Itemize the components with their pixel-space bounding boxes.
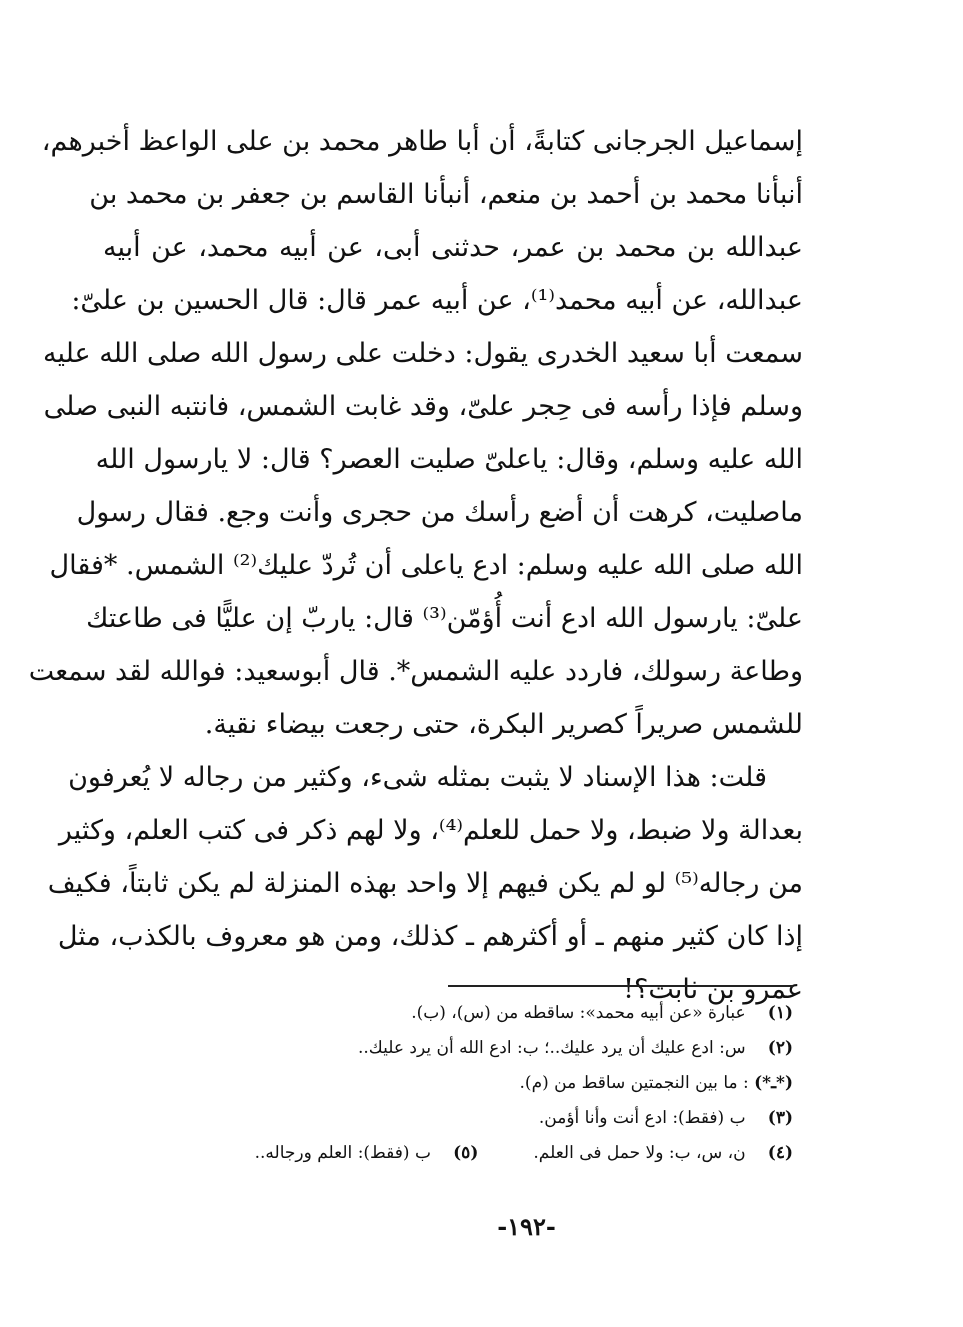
footnote-text: : ما بين النجمتين ساقط من (م). — [519, 1073, 749, 1093]
footnote-text: ن، س، ب: ولا حمل فى العلم. — [533, 1143, 746, 1163]
main-text — [28, 115, 803, 1016]
footnote-number: (٢) — [767, 1038, 793, 1058]
footnote-number: (١) — [767, 1003, 793, 1023]
footnote-3 — [153, 1101, 793, 1136]
text-line-1: إسماعيل الجرجانى كتابةً، أن أبا طاهر محمد بن على الواعظ أخبرهم، — [41, 126, 803, 157]
text-line-11: وطاعة رسولك، فاردد عليه الشمس*. قال أبوسعيد: فوالله لقد سمعت — [28, 656, 803, 687]
text-line-5: سمعت أبا سعيد الخدرى يقول: دخلت على رسول الله صلى الله عليه — [43, 338, 803, 369]
text-line-2: أنبأنا محمد بن أحمد بن منعم، أنبأنا القاسم بن جعفر بن محمد بن — [89, 179, 803, 210]
footnotes — [153, 996, 793, 1171]
footnote-text: ب (فقط): العلم ورجاله.. — [254, 1143, 431, 1163]
page-number: -١٩٢- — [497, 1212, 556, 1241]
text-line-7: الله عليه وسلم، وقال: ياعلىّ صليت العصر؟ قال: لا يارسول الله — [95, 444, 803, 475]
text-line-10: علىّ: يارسول الله ادع أنت أُؤمّن⁽³⁾ قال: ياربّ إن عليًّا فى طاعتك — [86, 603, 803, 634]
text-line-17: عمرو بن ثابت؟! — [623, 974, 803, 1005]
footnote-1 — [153, 996, 793, 1031]
text-line-9: الله صلى الله عليه وسلم: ادع ياعلى أن تُردّ عليك⁽²⁾ الشمس. *فقال — [49, 550, 803, 581]
text-line-14: بعدالة ولا ضبط، ولا حمل للعلم⁽⁴⁾، ولا لهم ذكر فى كتب العلم، وكثير — [58, 815, 803, 846]
text-line-8: ماصليت، كرهت أن أضع رأسك من حجرى وأنت وجع. فقال رسول — [76, 497, 803, 528]
footnote-4-5 — [153, 1136, 793, 1171]
footnote-separator — [448, 985, 793, 987]
text-line-15: من رجاله⁽⁵⁾ لو لم يكن فيهم إلا واحد بهذه المنزلة لم يكن ثابتاً، فكيف — [47, 868, 803, 899]
text-line-12: للشمس صريراً كصرير البكرة، حتى رجعت بيضاء نقية. — [204, 709, 803, 740]
text-line-3: عبدالله بن محمد بن عمر، حدثنى أبى، عن أبيه محمد، عن أبيه — [103, 232, 803, 263]
footnote-text: س: ادع عليك أن يرد عليك..؛ ب: ادع الله أن يرد عليك.. — [357, 1038, 746, 1058]
footnote-number: (٥) — [453, 1143, 479, 1163]
footnote-4 — [533, 1136, 793, 1171]
footnote-number: (٤) — [767, 1143, 793, 1163]
footnote-number: (*ـ*) — [754, 1073, 793, 1093]
footnote-number: (٣) — [767, 1108, 793, 1128]
text-line-6: وسلم فإذا رأسه فى حِجر علىّ، وقد غابت الشمس، فانتبه النبى صلى — [43, 391, 803, 422]
text-line-4: عبدالله، عن أبيه محمد⁽¹⁾، عن أبيه عمر قال: قال الحسين بن علىّ: — [71, 285, 803, 316]
text-line-16: إذا كان كثير منهم ـ أو أكثرهم ـ كذلك، ومن هو معروف بالكذب، مثل — [57, 921, 803, 952]
footnote-text: عبارة «عن أبيه محمد»: ساقطه من (س)، (ب). — [411, 1003, 746, 1023]
footnote-text: ب (فقط): ادع أنت وأنا أؤمن. — [538, 1108, 746, 1128]
footnote-5 — [255, 1136, 479, 1171]
footnote-2 — [153, 1031, 793, 1066]
footnote-star — [153, 1066, 793, 1101]
text-line-13: قلت: هذا الإسناد لا يثبت بمثله شىء، وكثير من رجاله لا يُعرفون — [68, 762, 767, 793]
